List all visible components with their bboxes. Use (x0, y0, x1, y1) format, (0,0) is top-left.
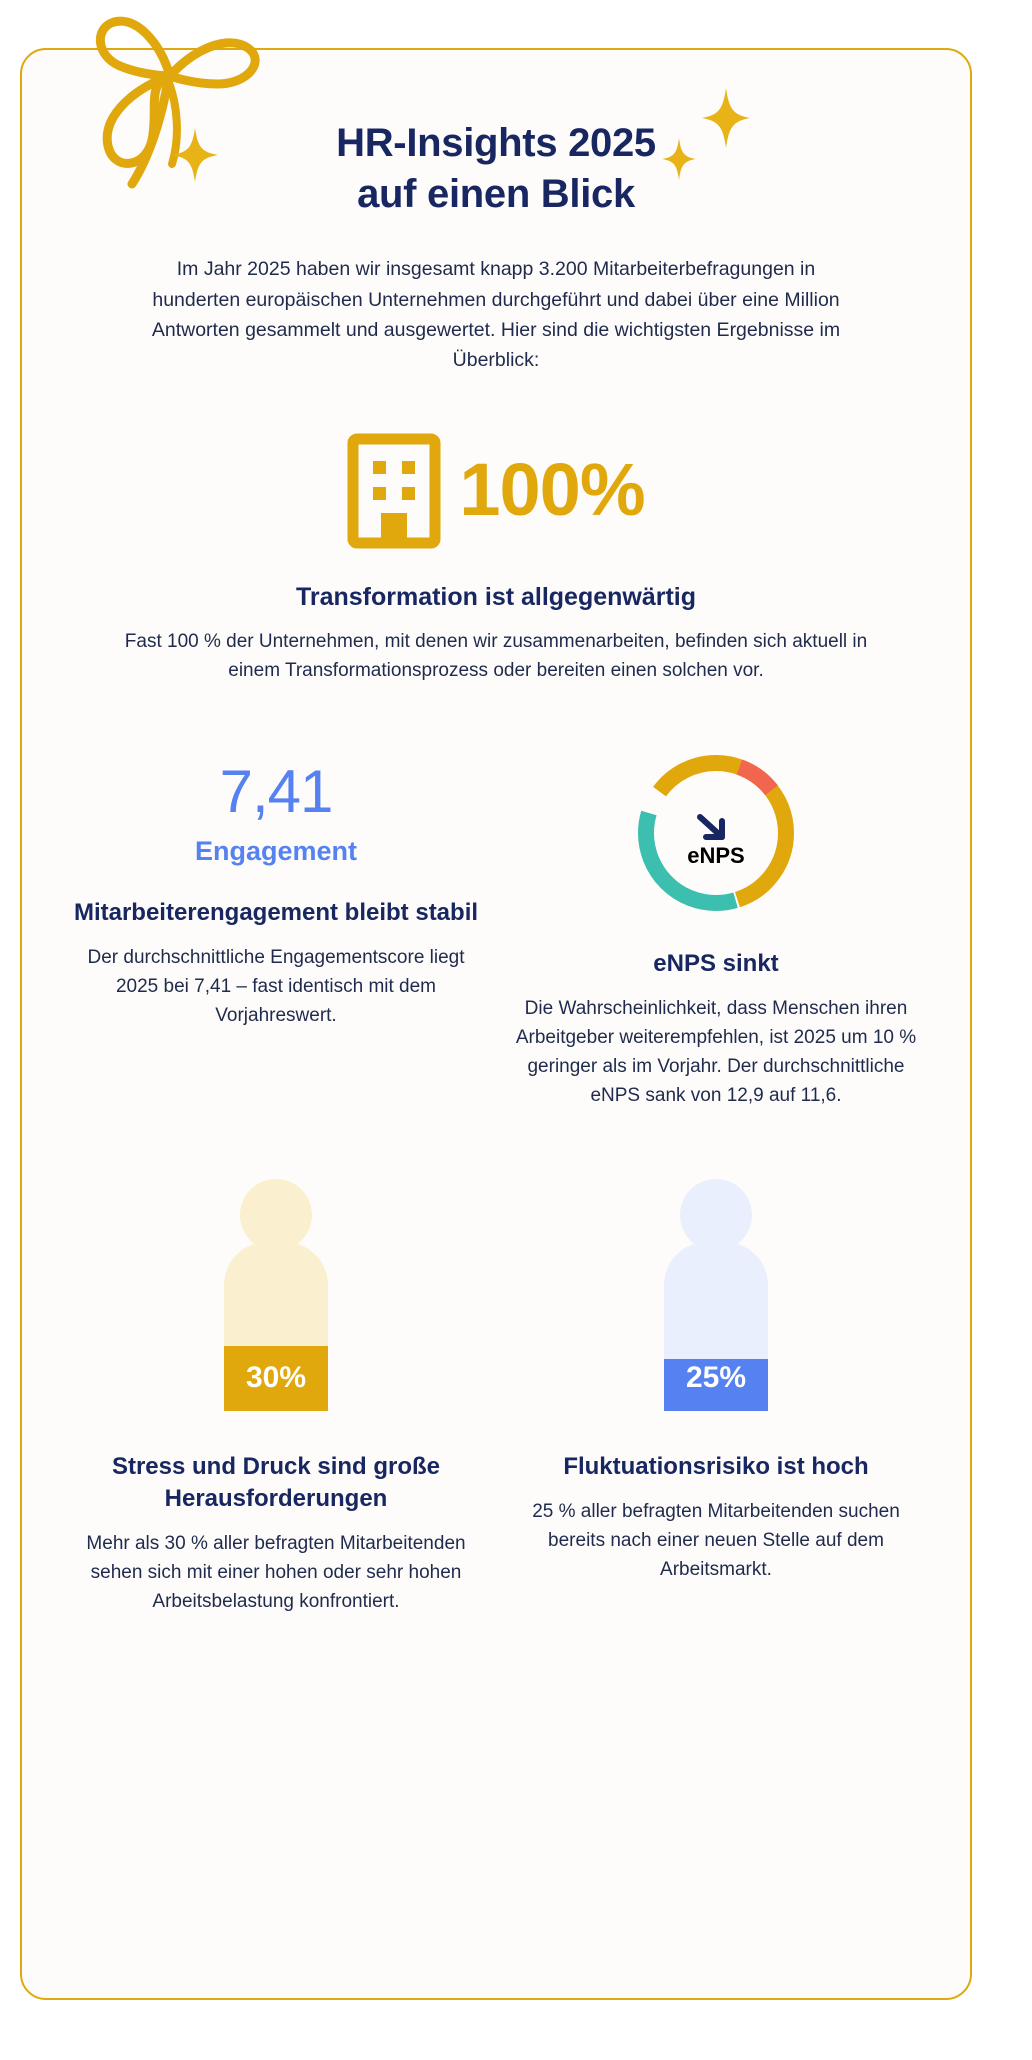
intro-paragraph: Im Jahr 2025 haben wir insgesamt knapp 3.200 Mitarbeiterbefragungen in hunderten europäischen Unternehmen durchgeführt und dabei über eine Million Antworten gesammelt und ausgewertet. Hier sind die wichtigsten Ergebnisse im Überblick: (151, 258, 841, 372)
stat-transformation-heading: Transformation ist allgegenwärtig (295, 583, 697, 612)
page-title (116, 118, 876, 220)
stat-transformation-row (22, 431, 970, 549)
page-title-line-2: auf einen Blick (357, 172, 635, 217)
stat-transformation-body: Fast 100 % der Unternehmen, mit denen wir zusammenarbeiten, befinden sich aktuell in einem Transformationsprozess oder bereiten einen solchen vor. (124, 630, 868, 681)
stress-person-graphic (70, 1171, 482, 1421)
stat-stress (56, 1171, 496, 1617)
stat-engagement-body: Der durchschnittliche Engagementscore liegt 2025 bei 7,41 – fast identisch mit dem Vorjahreswert. (87, 946, 465, 1027)
stat-enps (496, 748, 936, 1111)
stat-engagement-heading: Mitarbeiterengagement bleibt stabil (73, 898, 479, 926)
stat-transformation (22, 431, 970, 685)
stat-stress-body: Mehr als 30 % aller befragten Mitarbeitenden sehen sich mit einer hohen oder sehr hohen Arbeitsbelastung konfrontiert. (86, 1532, 466, 1613)
stat-turnover-value: 25% (685, 1360, 747, 1394)
person-icon-stress (201, 1171, 351, 1421)
stat-transformation-value: 100% (459, 448, 645, 532)
stat-stress-value: 30% (245, 1360, 307, 1394)
stress-turnover-section (22, 1171, 970, 1617)
stat-engagement-value: 7,41 (219, 757, 333, 825)
stat-enps-body: Die Wahrscheinlichkeit, dass Menschen ihren Arbeitgeber weiterempfehlen, ist 2025 um 10 % geringer als im Vorjahr. Der durchschnittliche eNPS sank von 12,9 auf 11,6. (515, 997, 917, 1107)
person-icon-turnover (641, 1171, 791, 1421)
stat-turnover (496, 1171, 936, 1617)
stat-turnover-heading: Fluktuationsrisiko ist hoch (563, 1452, 869, 1480)
infographic-poster (20, 48, 972, 2000)
turnover-person-graphic (510, 1171, 922, 1421)
stat-enps-heading: eNPS sinkt (653, 949, 779, 977)
stat-engagement (56, 748, 496, 1111)
enps-donut-chart (510, 748, 922, 918)
building-icon (347, 431, 441, 549)
page-title-line-1: HR-Insights 2025 (336, 121, 656, 165)
enps-donut-svg (630, 747, 802, 919)
stat-stress-heading: Stress und Druck sind große Herausforderungen (111, 1452, 441, 1512)
engagement-enps-section (22, 748, 970, 1111)
enps-donut-label: eNPS (687, 842, 745, 868)
stat-turnover-body: 25 % aller befragten Mitarbeitenden suchen bereits nach einer neuen Stelle auf dem Arbeitsmarkt. (532, 1500, 900, 1581)
stat-engagement-label: Engagement (194, 835, 358, 866)
